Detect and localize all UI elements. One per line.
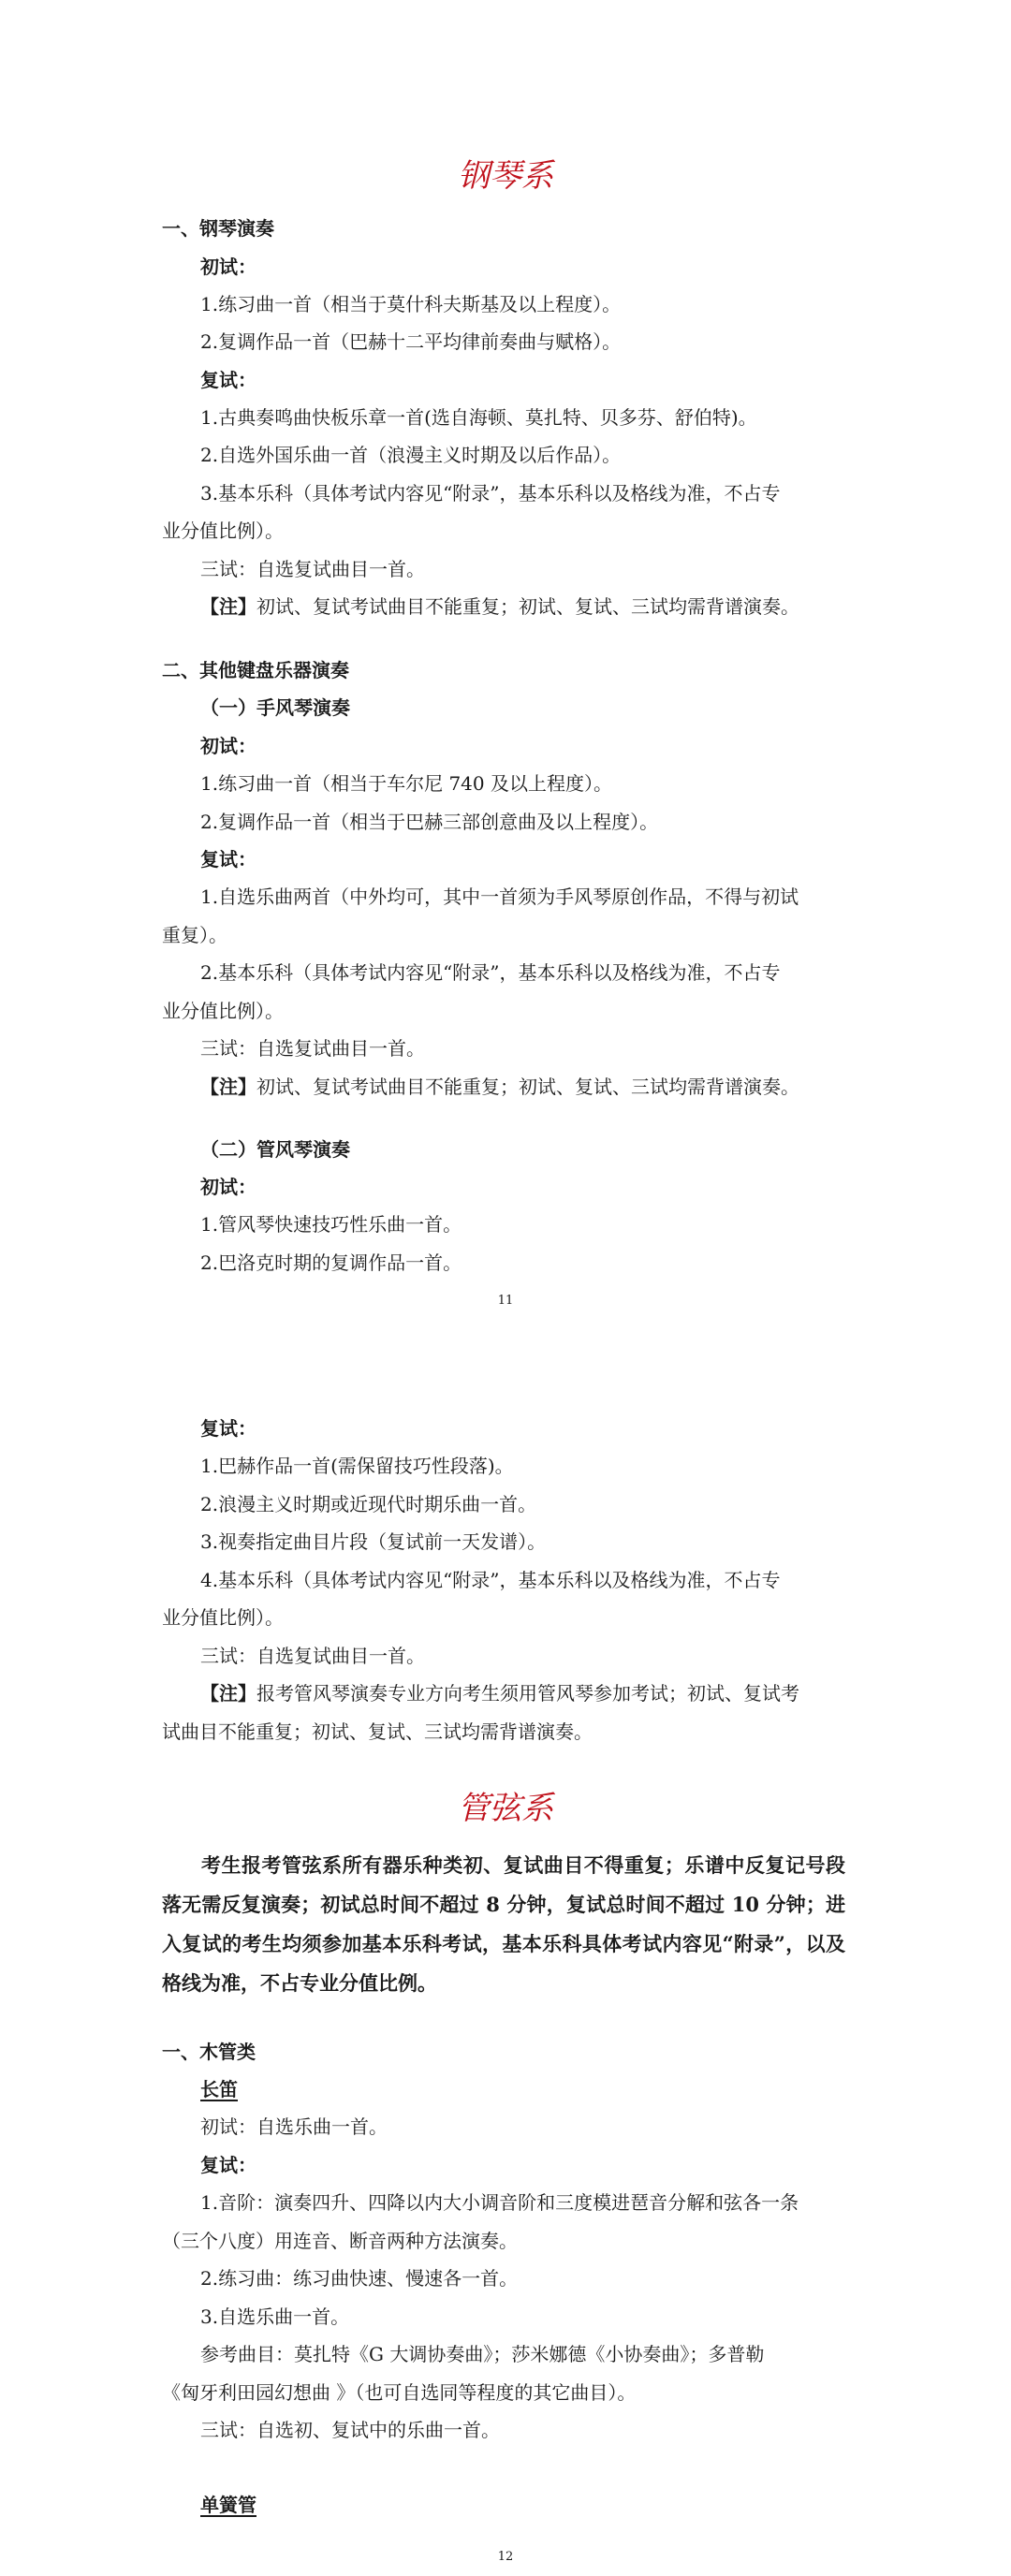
list-item: 3.基本乐科（具体考试内容见“附录”，基本乐科以及格线为准，不占专 — [200, 482, 781, 505]
list-item: 1.古典奏鸣曲快板乐章一首(选自海顿、莫扎特、贝多芬、舒伯特)。 — [200, 406, 757, 429]
page-12 — [0, 1339, 1011, 2576]
reference-pieces: 参考曲目：莫扎特《G 大调协奏曲》；莎米娜德《小协奏曲》；多普勒 — [200, 2343, 765, 2365]
note-tag: 【注】 — [200, 1076, 256, 1098]
list-item-continued: 业分值比例）。 — [162, 1000, 284, 1022]
list-item-continued: 重复）。 — [162, 924, 227, 946]
note-line — [200, 1680, 799, 1706]
list-item: 1.练习曲一首（相当于莫什科夫斯基及以上程度）。 — [200, 293, 622, 315]
list-item: 2.复调作品一首（相当于巴赫三部创意曲及以上程度）。 — [200, 811, 659, 833]
subheading: 复试： — [200, 1417, 256, 1440]
third-exam-line: 三试：自选复试曲目一首。 — [200, 558, 425, 580]
page-title: 钢琴系 — [458, 157, 553, 195]
list-item: 1.巴赫作品一首(需保留技巧性段落)。 — [200, 1455, 514, 1477]
subsection-heading: （一）手风琴演奏 — [200, 696, 350, 719]
list-item: 2.自选外国乐曲一首（浪漫主义时期及以后作品）。 — [200, 444, 622, 466]
subsection-heading: （二）管风琴演奏 — [200, 1138, 350, 1161]
first-exam-line: 初试：自选乐曲一首。 — [200, 2115, 388, 2138]
note-tag: 【注】 — [200, 1682, 256, 1705]
note-text: 报考管风琴演奏专业方向考生须用管风琴参加考试；初试、复试考 — [256, 1682, 799, 1705]
instrument-heading: 单簧管 — [200, 2494, 256, 2516]
section-heading: 一、木管类 — [162, 2041, 256, 2063]
third-exam-line: 三试：自选初、复试中的乐曲一首。 — [200, 2419, 500, 2441]
list-item: 2.基本乐科（具体考试内容见“附录”，基本乐科以及格线为准，不占专 — [200, 961, 781, 984]
subheading: 复试： — [200, 2154, 256, 2176]
list-item-continued: 业分值比例）。 — [162, 520, 284, 542]
page-number: 11 — [497, 1294, 514, 1308]
subheading: 初试： — [200, 735, 256, 757]
list-item: 1.练习曲一首（相当于车尔尼 740 及以上程度）。 — [200, 772, 612, 795]
subheading: 复试： — [200, 369, 256, 391]
section-heading: 一、钢琴演奏 — [162, 217, 274, 240]
reference-pieces-continued: 《匈牙利田园幻想曲 》（也可自选同等程度的其它曲目）。 — [162, 2381, 637, 2404]
list-item: 2.浪漫主义时期或近现代时期乐曲一首。 — [200, 1493, 537, 1515]
subheading: 复试： — [200, 848, 256, 871]
subheading: 初试： — [200, 1176, 256, 1198]
list-item: 1.音阶：演奏四升、四降以内大小调音阶和三度模进琶音分解和弦各一条 — [200, 2191, 799, 2214]
note-tag: 【注】 — [200, 595, 256, 618]
list-item-continued: 业分值比例）。 — [162, 1606, 284, 1629]
note-line — [200, 593, 799, 620]
section-heading: 二、其他键盘乐器演奏 — [162, 659, 349, 681]
page-number: 12 — [497, 2550, 514, 2564]
third-exam-line: 三试：自选复试曲目一首。 — [200, 1037, 425, 1060]
list-item: 3.视奏指定曲目片段（复试前一天发谱）。 — [200, 1530, 547, 1553]
list-item: 4.基本乐科（具体考试内容见“附录”，基本乐科以及格线为准，不占专 — [200, 1569, 781, 1591]
list-item: 2.复调作品一首（巴赫十二平均律前奏曲与赋格）。 — [200, 330, 622, 353]
page-title: 管弦系 — [458, 1790, 553, 1827]
note-text: 初试、复试考试曲目不能重复；初试、复试、三试均需背谱演奏。 — [256, 1076, 799, 1098]
third-exam-line: 三试：自选复试曲目一首。 — [200, 1645, 425, 1667]
list-item: 2.巴洛克时期的复调作品一首。 — [200, 1251, 462, 1274]
note-line-continued: 试曲目不能重复；初试、复试、三试均需背谱演奏。 — [162, 1720, 593, 1743]
list-item-continued: （三个八度）用连音、断音两种方法演奏。 — [162, 2230, 518, 2252]
subheading: 初试： — [200, 256, 256, 278]
list-item: 1.管风琴快速技巧性乐曲一首。 — [200, 1213, 462, 1236]
list-item: 2.练习曲：练习曲快速、慢速各一首。 — [200, 2267, 519, 2290]
note-text: 初试、复试考试曲目不能重复；初试、复试、三试均需背谱演奏。 — [256, 595, 799, 618]
instrument-heading: 长笛 — [200, 2078, 238, 2100]
list-item: 1.自选乐曲两首（中外均可，其中一首须为手风琴原创作品，不得与初试 — [200, 886, 799, 908]
note-line — [200, 1074, 799, 1100]
list-item: 3.自选乐曲一首。 — [200, 2305, 350, 2328]
intro-paragraph: 考生报考管弦系所有器乐种类初、复试曲目不得重复；乐谱中反复记号段落无需反复演奏；初试总时间不超过 8 分钟，复试总时间不超过 10 分钟；进入复试的考生均须参加基本乐科考试，基本乐科具体考试内容见“附录”，以及格线为准，不占专业分值比例。 — [162, 1853, 845, 1995]
